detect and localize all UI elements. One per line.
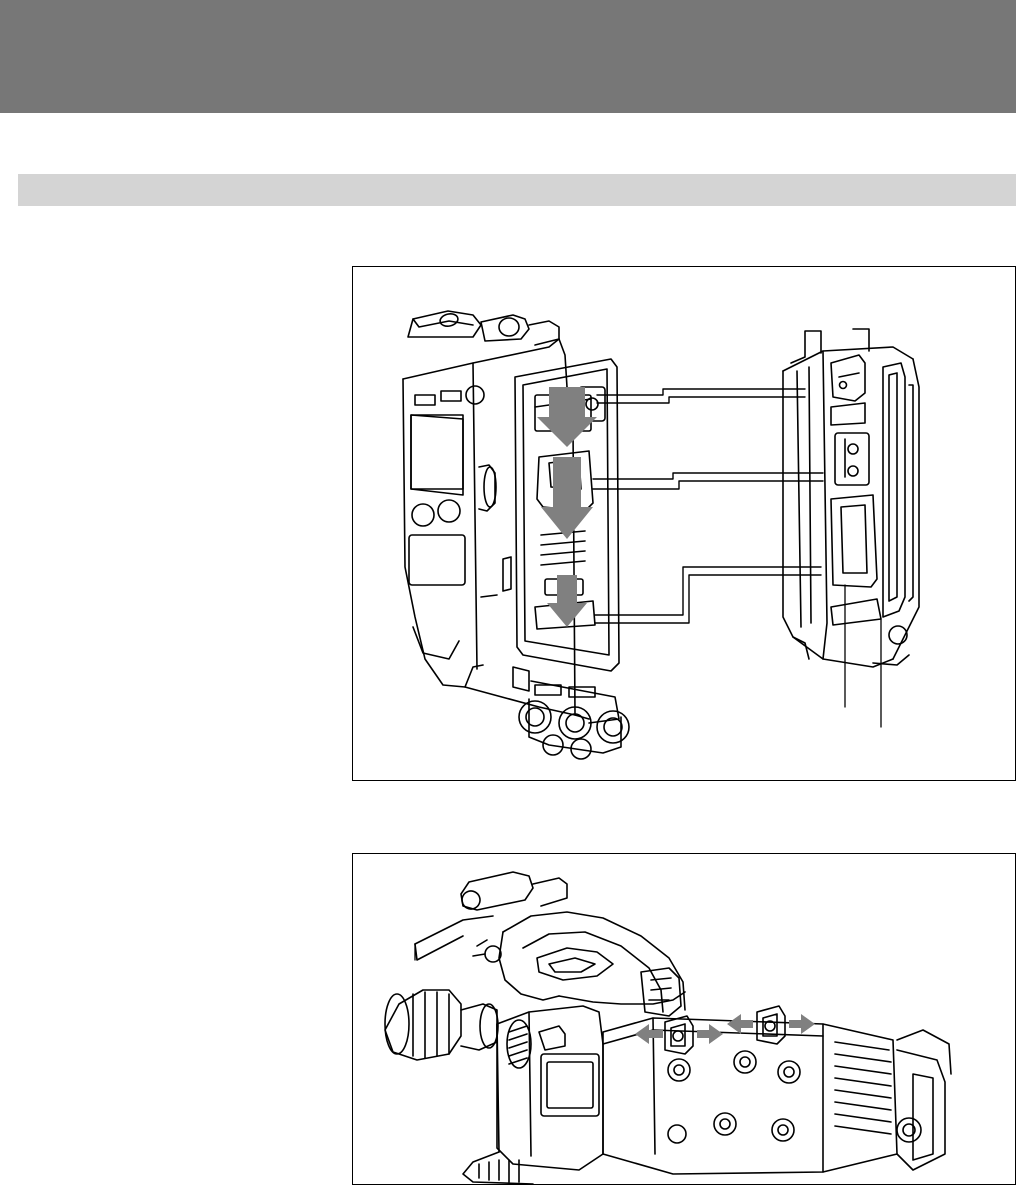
figure-camcorder-handle xyxy=(352,853,1016,1185)
camcorder-handle-illustration xyxy=(353,854,1015,1184)
battery-attachment-illustration xyxy=(353,267,1015,780)
figure-battery-attachment xyxy=(352,266,1016,781)
direction-arrow-icon xyxy=(537,387,597,627)
page-header-band xyxy=(0,0,1016,113)
section-heading-band xyxy=(18,174,1016,206)
